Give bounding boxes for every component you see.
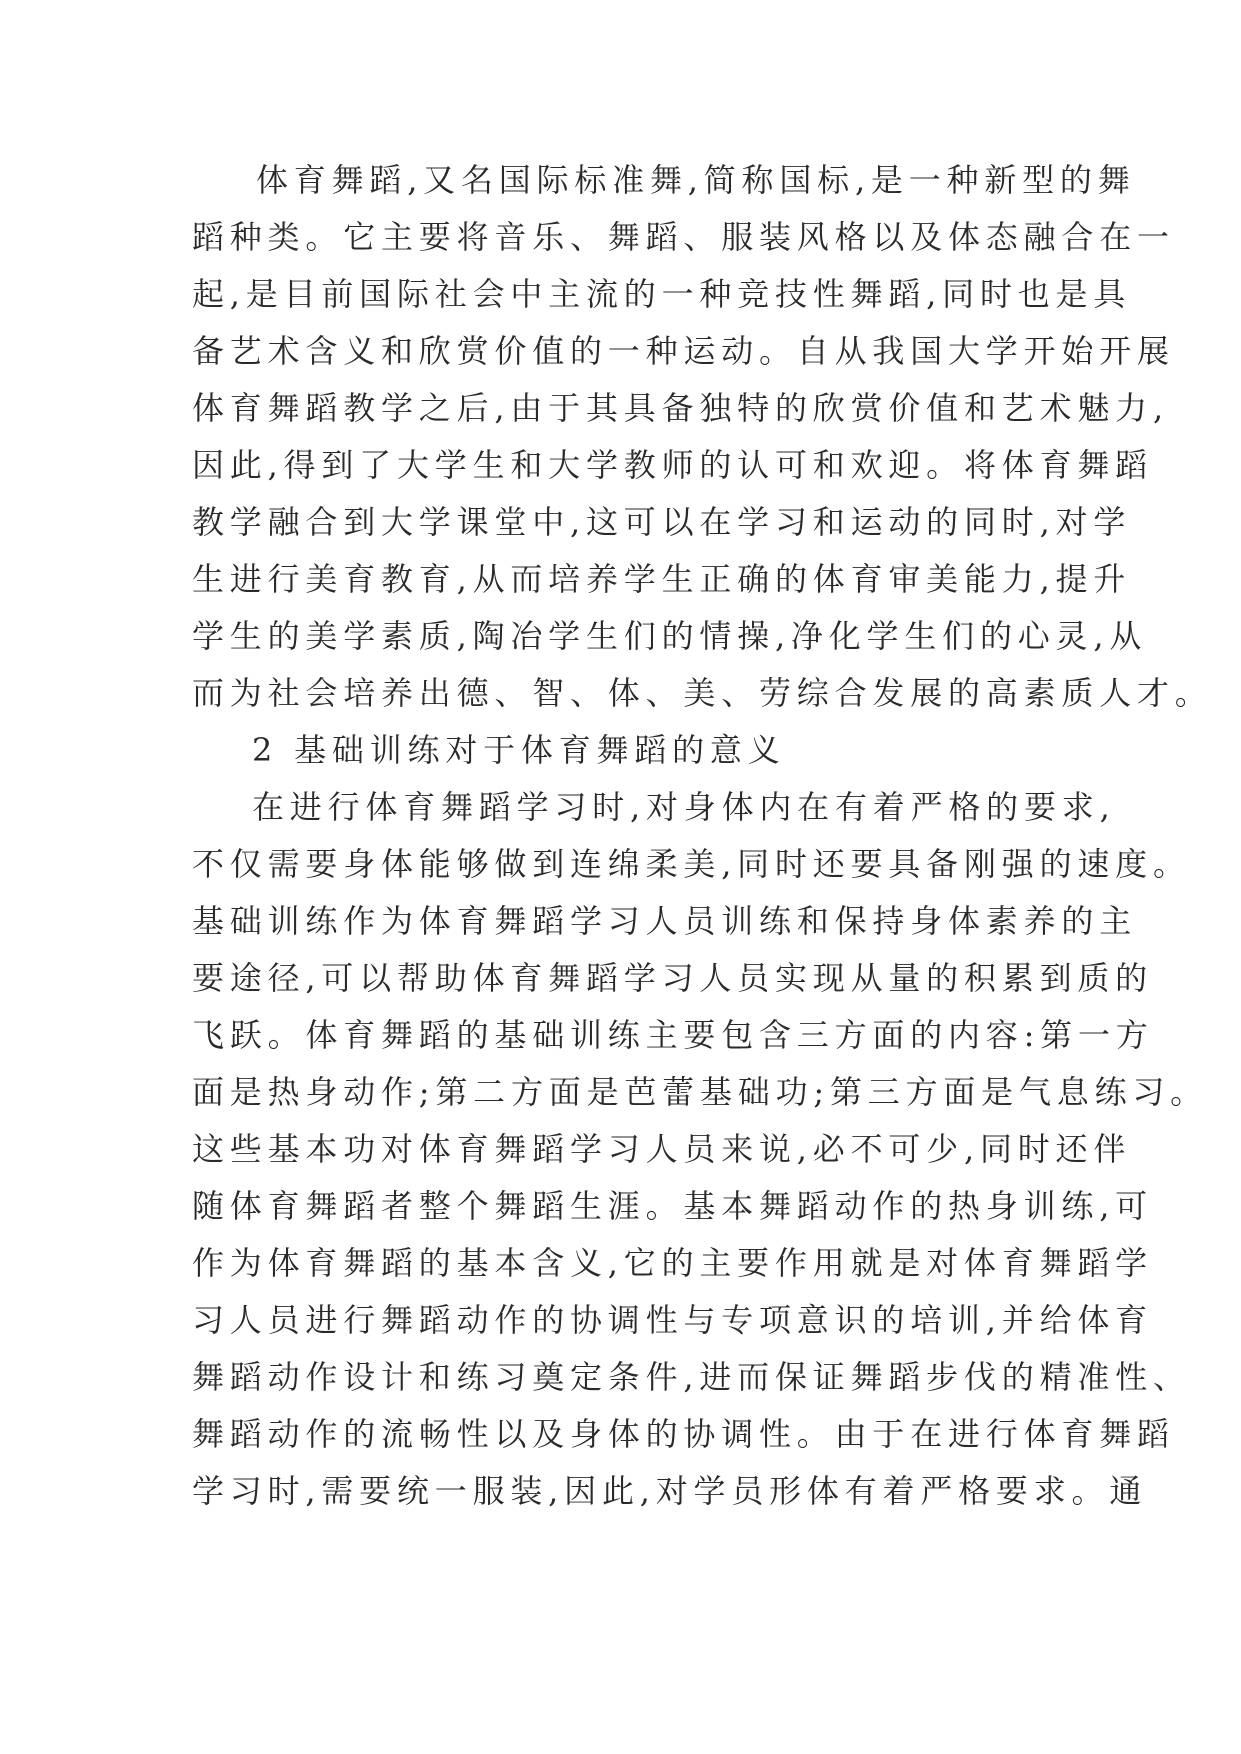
paragraph-basic-training (192, 779, 1208, 1520)
text-line: 体育舞蹈,又名国际标准舞,简称国标,是一种新型的舞 (256, 161, 1136, 199)
text-line: 在进行体育舞蹈学习时,对身体内在有着严格的要求, (252, 788, 1116, 826)
text-line: 随体育舞蹈者整个舞蹈生涯。基本舞蹈动作的热身训练,可 (192, 1187, 1153, 1225)
text-line: 备艺术含义和欣赏价值的一种运动。自从我国大学开始开展 (192, 332, 1175, 370)
paragraph-intro (192, 152, 1213, 722)
text-line: 这些基本功对体育舞蹈学习人员来说,必不可少,同时还伴 (192, 1130, 1132, 1168)
document-body (192, 152, 1213, 1520)
section-heading: 2 基础训练对于体育舞蹈的意义 (252, 731, 786, 769)
text-line: 舞蹈动作设计和练习奠定条件,进而保证舞蹈步伐的精准性、 (192, 1358, 1191, 1396)
text-line: 要途径,可以帮助体育舞蹈学习人员实现从量的积累到质的 (192, 959, 1153, 997)
text-line: 体育舞蹈教学之后,由于其具备独特的欣赏价值和艺术魅力, (192, 389, 1169, 427)
text-line: 习人员进行舞蹈动作的协调性与专项意识的培训,并给体育 (192, 1301, 1153, 1339)
text-line: 作为体育舞蹈的基本含义,它的主要作用就是对体育舞蹈学 (192, 1244, 1153, 1282)
text-line: 基础训练作为体育舞蹈学习人员训练和保持身体素养的主 (192, 902, 1138, 940)
text-line: 因此,得到了大学生和大学教师的认可和欢迎。将体育舞蹈 (192, 446, 1153, 484)
text-line: 学习时,需要统一服装,因此,对学员形体有着严格要求。通 (192, 1472, 1148, 1510)
text-line: 教学融合到大学课堂中,这可以在学习和运动的同时,对学 (192, 503, 1132, 541)
text-line: 不仅需要身体能够做到连绵柔美,同时还要具备刚强的速度。 (192, 845, 1191, 883)
text-line: 起,是目前国际社会中主流的一种竞技性舞蹈,同时也是具 (192, 275, 1132, 313)
text-line: 而为社会培养出德、智、体、美、劳综合发展的高素质人才。 (192, 674, 1213, 712)
text-line: 飞跃。体育舞蹈的基础训练主要包含三方面的内容:第一方 (192, 1016, 1154, 1054)
text-line: 舞蹈动作的流畅性以及身体的协调性。由于在进行体育舞蹈 (192, 1415, 1175, 1453)
text-line: 生进行美育教育,从而培养学生正确的体育审美能力,提升 (192, 560, 1132, 598)
text-line: 面是热身动作;第二方面是芭蕾基础功;第三方面是气息练习。 (192, 1073, 1208, 1111)
text-line: 学生的美学素质,陶冶学生们的情操,净化学生们的心灵,从 (192, 617, 1148, 655)
text-line: 蹈种类。它主要将音乐、舞蹈、服装风格以及体态融合在一 (192, 218, 1175, 256)
